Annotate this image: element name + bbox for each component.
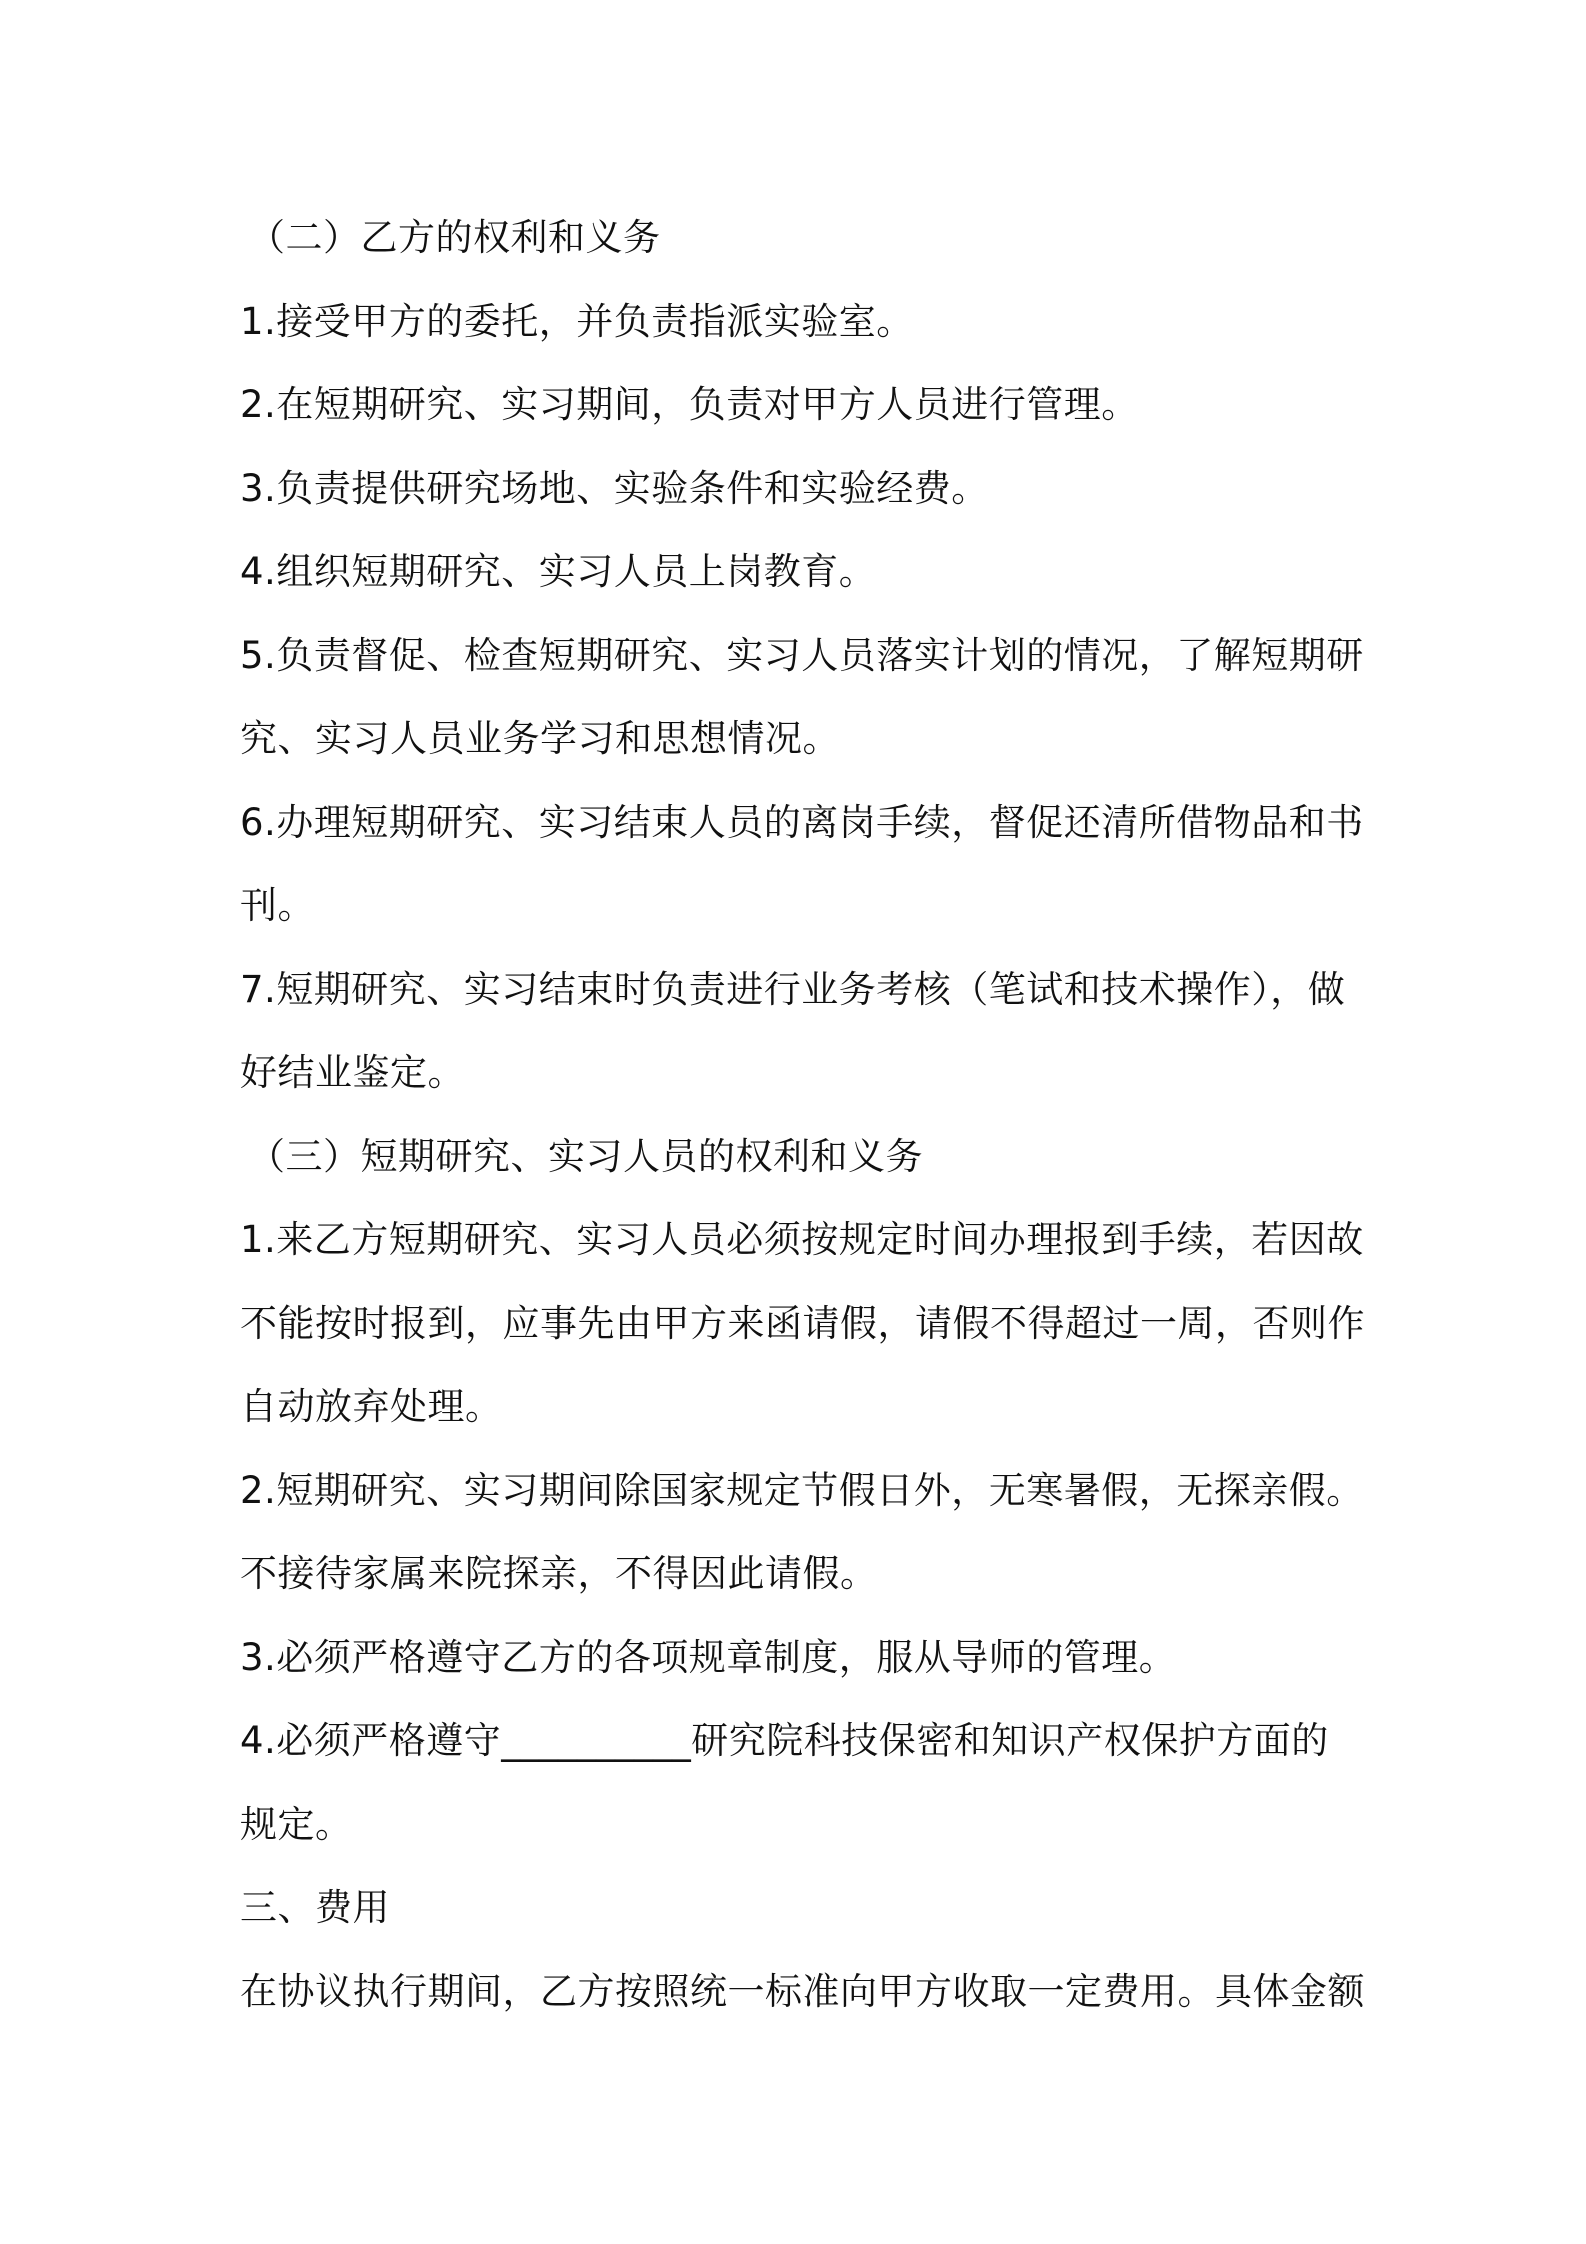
section-heading-trainee-rights: （三）短期研究、实习人员的权利和义务 (248, 1134, 923, 1178)
paragraph-line: 究、实习人员业务学习和思想情况。 (240, 717, 840, 760)
paragraph-line: 5.负责督促、检查短期研究、实习人员落实计划的情况，了解短期研 (240, 633, 1364, 677)
paragraph-line: 2.在短期研究、实习期间，负责对甲方人员进行管理。 (240, 383, 1139, 426)
paragraph-line: 不能按时报到，应事先由甲方来函请假，请假不得超过一周，否则作 (240, 1301, 1365, 1345)
paragraph-line: 3.负责提供研究场地、实验条件和实验经费。 (240, 466, 989, 510)
paragraph-line: 在协议执行期间，乙方按照统一标准向甲方收取一定费用。具体金额 (240, 1969, 1365, 2013)
paragraph-line: 3.必须严格遵守乙方的各项规章制度，服从导师的管理。 (240, 1635, 1177, 1679)
paragraph-line: 好结业鉴定。 (240, 1051, 465, 1094)
paragraph-line: 1.接受甲方的委托，并负责指派实验室。 (240, 299, 914, 343)
paragraph-line: 6.办理短期研究、实习结束人员的离岗手续，督促还清所借物品和书 (240, 800, 1364, 844)
paragraph-line: 2.短期研究、实习期间除国家规定节假日外，无寒暑假，无探亲假。 (240, 1468, 1364, 1512)
paragraph-line: 刊。 (240, 884, 315, 927)
paragraph-line: 规定。 (240, 1802, 353, 1846)
paragraph-line: 不接待家属来院探亲，不得因此请假。 (240, 1552, 878, 1595)
document-body (240, 196, 1365, 2033)
section-heading-fees: 三、费用 (240, 1886, 390, 1929)
section-heading-party-b-rights: （二）乙方的权利和义务 (248, 216, 661, 259)
paragraph-line: 4.必须严格遵守__________研究院科技保密和知识产权保护方面的 (240, 1719, 1329, 1762)
paragraph-line: 7.短期研究、实习结束时负责进行业务考核（笔试和技术操作），做 (240, 967, 1346, 1011)
paragraph-line: 自动放弃处理。 (240, 1385, 503, 1428)
paragraph-line: 1.来乙方短期研究、实习人员必须按规定时间办理报到手续，若因故 (240, 1218, 1364, 1261)
paragraph-line: 4.组织短期研究、实习人员上岗教育。 (240, 550, 877, 593)
